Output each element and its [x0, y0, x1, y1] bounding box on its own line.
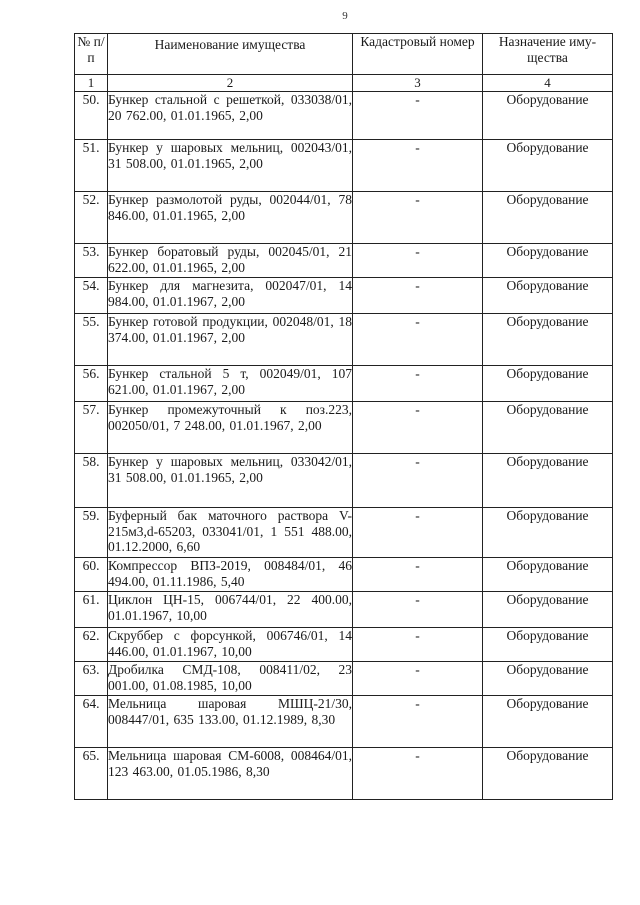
row-purpose: Оборудование: [483, 278, 613, 314]
row-name: Бункер боратовый руды, 002045/01, 21 622.00, 01.01.1965, 2,00: [108, 244, 353, 278]
header-num: № п/п: [75, 34, 108, 75]
column-number: 4: [483, 75, 613, 92]
row-number: 61.: [75, 592, 108, 628]
row-cadastral: -: [353, 454, 483, 508]
row-number: 54.: [75, 278, 108, 314]
row-name: Бункер у шаровых мельниц, 002043/01, 31 508.00, 01.01.1965, 2,00: [108, 140, 353, 192]
row-number: 60.: [75, 558, 108, 592]
row-number: 63.: [75, 662, 108, 696]
row-cadastral: -: [353, 244, 483, 278]
row-purpose: Оборудование: [483, 592, 613, 628]
table-row: [75, 696, 613, 748]
row-name: Бункер у шаровых мельниц, 033042/01, 31 508.00, 01.01.1965, 2,00: [108, 454, 353, 508]
row-number: 52.: [75, 192, 108, 244]
row-name: Бункер промежуточный к поз.223, 002050/01, 7 248.00, 01.01.1967, 2,00: [108, 402, 353, 454]
row-number: 64.: [75, 696, 108, 748]
row-name: Дробилка СМД-108, 008411/02, 23 001.00, 01.08.1985, 10,00: [108, 662, 353, 696]
table-row: [75, 592, 613, 628]
row-name: Бункер стальной 5 т, 002049/01, 107 621.00, 01.01.1967, 2,00: [108, 366, 353, 402]
row-number: 62.: [75, 628, 108, 662]
column-number-row: [75, 75, 613, 92]
row-cadastral: -: [353, 278, 483, 314]
row-cadastral: -: [353, 314, 483, 366]
header-purpose: Назначение иму- щества: [483, 34, 613, 75]
row-cadastral: -: [353, 92, 483, 140]
row-number: 51.: [75, 140, 108, 192]
table-row: [75, 508, 613, 558]
table-row: [75, 278, 613, 314]
property-table: [74, 33, 613, 800]
row-cadastral: -: [353, 628, 483, 662]
row-purpose: Оборудование: [483, 244, 613, 278]
header-row: [75, 34, 613, 75]
row-purpose: Оборудование: [483, 314, 613, 366]
row-number: 59.: [75, 508, 108, 558]
row-name: Бункер для магнезита, 002047/01, 14 984.00, 01.01.1967, 2,00: [108, 278, 353, 314]
row-name: Мельница шаровая СМ-6008, 008464/01, 123 463.00, 01.05.1986, 8,30: [108, 748, 353, 800]
row-cadastral: -: [353, 140, 483, 192]
row-purpose: Оборудование: [483, 192, 613, 244]
row-number: 56.: [75, 366, 108, 402]
column-number: 3: [353, 75, 483, 92]
row-number: 55.: [75, 314, 108, 366]
row-name: Мельница шаровая МШЦ-21/30, 008447/01, 635 133.00, 01.12.1989, 8,30: [108, 696, 353, 748]
row-purpose: Оборудование: [483, 508, 613, 558]
row-purpose: Оборудование: [483, 366, 613, 402]
row-cadastral: -: [353, 192, 483, 244]
row-cadastral: -: [353, 508, 483, 558]
table-row: [75, 366, 613, 402]
row-cadastral: -: [353, 748, 483, 800]
column-number: 1: [75, 75, 108, 92]
table-row: [75, 402, 613, 454]
row-name: Циклон ЦН-15, 006744/01, 22 400.00, 01.01.1967, 10,00: [108, 592, 353, 628]
table-row: [75, 92, 613, 140]
row-name: Буферный бак маточного раствора V-215м3,d-65203, 033041/01, 1 551 488.00, 01.12.2000, 6,60: [108, 508, 353, 558]
row-number: 57.: [75, 402, 108, 454]
row-purpose: Оборудование: [483, 558, 613, 592]
row-purpose: Оборудование: [483, 628, 613, 662]
row-purpose: Оборудование: [483, 662, 613, 696]
row-name: Скруббер с форсункой, 006746/01, 14 446.00, 01.01.1967, 10,00: [108, 628, 353, 662]
header-name: Наименование имущества: [108, 34, 353, 75]
row-name: Бункер размолотой руды, 002044/01, 78 846.00, 01.01.1965, 2,00: [108, 192, 353, 244]
table-row: [75, 244, 613, 278]
row-number: 50.: [75, 92, 108, 140]
row-purpose: Оборудование: [483, 92, 613, 140]
page-number: 9: [342, 10, 348, 22]
table-row: [75, 314, 613, 366]
row-cadastral: -: [353, 402, 483, 454]
column-number: 2: [108, 75, 353, 92]
table-row: [75, 662, 613, 696]
row-cadastral: -: [353, 366, 483, 402]
header-cadastral: Кадастровый номер: [353, 34, 483, 75]
row-cadastral: -: [353, 696, 483, 748]
row-number: 58.: [75, 454, 108, 508]
row-purpose: Оборудование: [483, 696, 613, 748]
table-row: [75, 454, 613, 508]
row-name: Бункер стальной с решеткой, 033038/01, 20 762.00, 01.01.1965, 2,00: [108, 92, 353, 140]
table-row: [75, 140, 613, 192]
table-row: [75, 192, 613, 244]
row-name: Компрессор ВПЗ-2019, 008484/01, 46 494.00, 01.11.1986, 5,40: [108, 558, 353, 592]
table-row: [75, 628, 613, 662]
table-body: [75, 92, 613, 800]
row-cadastral: -: [353, 662, 483, 696]
row-number: 65.: [75, 748, 108, 800]
row-cadastral: -: [353, 558, 483, 592]
row-number: 53.: [75, 244, 108, 278]
row-purpose: Оборудование: [483, 140, 613, 192]
row-purpose: Оборудование: [483, 454, 613, 508]
table-row: [75, 558, 613, 592]
row-purpose: Оборудование: [483, 748, 613, 800]
row-cadastral: -: [353, 592, 483, 628]
row-name: Бункер готовой продукции, 002048/01, 18 374.00, 01.01.1967, 2,00: [108, 314, 353, 366]
table-row: [75, 748, 613, 800]
row-purpose: Оборудование: [483, 402, 613, 454]
